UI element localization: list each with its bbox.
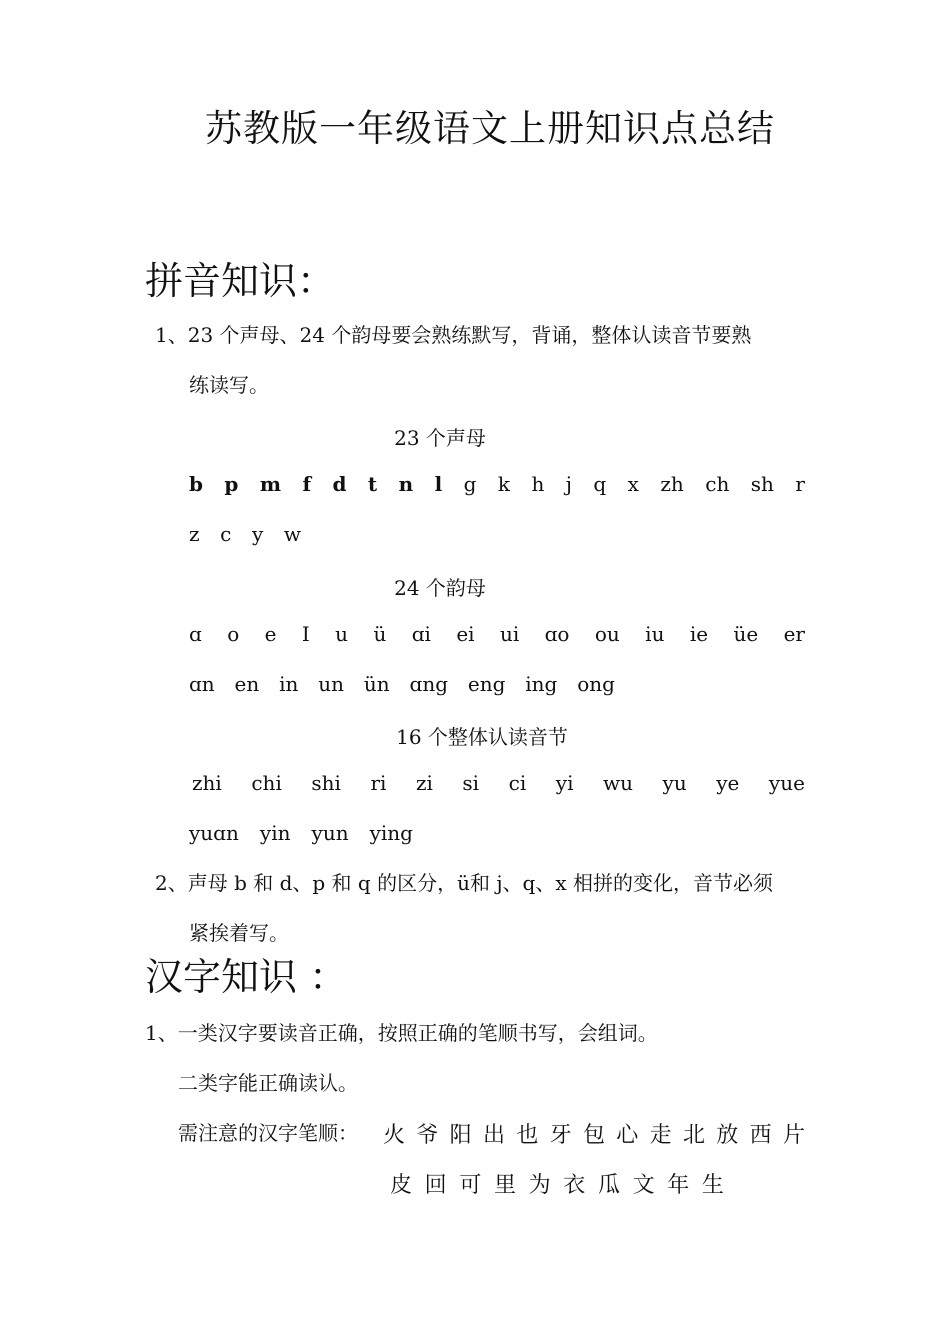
stroke-character: 可: [459, 1173, 482, 1198]
shengmu-letter: z: [189, 522, 200, 546]
shengmu-letter: y: [251, 522, 264, 546]
hanzi-item1: 1、一类汉字要读音正确，按照正确的笔顺书写，会组词。: [145, 1021, 658, 1045]
zhengti-syllable: yun: [311, 821, 349, 845]
stroke-character: 衣: [563, 1173, 586, 1198]
stroke-character: 片: [782, 1123, 805, 1148]
yunmu-letter: ün: [363, 672, 390, 696]
shengmu-letter: l: [434, 472, 443, 496]
yunmu-letter: en: [234, 672, 260, 696]
zhengti-row-2: [189, 821, 413, 845]
shengmu-letter: h: [531, 472, 545, 496]
stroke-character: 出: [482, 1123, 505, 1148]
stroke-character: 火: [383, 1123, 406, 1148]
shengmu-letter: k: [497, 472, 511, 496]
stroke-character: 回: [424, 1173, 447, 1198]
zhengti-syllable: zi: [415, 771, 433, 795]
yunmu-letter: I: [301, 622, 310, 646]
pinyin-heading: 拼音知识：: [145, 259, 336, 303]
shengmu-letter: q: [593, 472, 607, 496]
stroke-character: 生: [701, 1173, 724, 1198]
zhengti-syllable: yu: [662, 771, 687, 795]
stroke-character: 瓜: [597, 1173, 620, 1198]
yunmu-letter: ei: [456, 622, 475, 646]
stroke-character: 心: [616, 1123, 639, 1148]
stroke-character: 里: [493, 1173, 516, 1198]
shengmu-letter: p: [224, 472, 239, 496]
zhengti-row-1: [192, 771, 805, 795]
stroke-character: 爷: [416, 1123, 439, 1148]
pinyin-item1-line1: 1、23 个声母、24 个韵母要会熟练默写，背诵，整体认读音节要熟: [155, 323, 752, 347]
yunmu-letter: e: [264, 622, 277, 646]
shengmu-letter: b: [189, 472, 203, 496]
stroke-character: 西: [749, 1123, 772, 1148]
stroke-character: 阳: [449, 1123, 472, 1148]
zhengti-syllable: yuɑn: [189, 821, 239, 845]
yunmu-letter: iu: [645, 622, 665, 646]
zhengti-syllable: wu: [603, 771, 633, 795]
stroke-character: 包: [582, 1123, 605, 1148]
strokes-row-1: [383, 1118, 805, 1149]
hanzi-heading: 汉字知识 ：: [145, 955, 348, 999]
shengmu-letter: g: [463, 472, 477, 496]
zhengti-syllable: ri: [370, 771, 387, 795]
yunmu-title: 24 个韵母: [394, 576, 486, 600]
strokes-row-2: [390, 1168, 724, 1199]
shengmu-title: 23 个声母: [394, 426, 486, 450]
shengmu-letter: w: [283, 522, 301, 546]
shengmu-letter: ch: [705, 472, 730, 496]
yunmu-letter: ü: [373, 622, 387, 646]
yunmu-letter: ou: [594, 622, 620, 646]
shengmu-row-1: [189, 472, 805, 496]
zhengti-syllable: ci: [508, 771, 527, 795]
strokes-label: 需注意的汉字笔顺：: [178, 1121, 358, 1145]
stroke-character: 年: [667, 1173, 690, 1198]
stroke-character: 为: [528, 1173, 551, 1198]
yunmu-letter: üe: [733, 622, 759, 646]
zhengti-syllable: yin: [259, 821, 291, 845]
stroke-character: 放: [716, 1123, 739, 1148]
shengmu-letter: j: [565, 472, 572, 496]
yunmu-letter: in: [279, 672, 299, 696]
yunmu-letter: u: [335, 622, 349, 646]
yunmu-letter: ɑng: [409, 672, 449, 696]
zhengti-syllable: ying: [369, 821, 413, 845]
zhengti-syllable: chi: [251, 771, 282, 795]
yunmu-row-2: [189, 672, 615, 696]
yunmu-letter: un: [318, 672, 345, 696]
shengmu-letter: sh: [750, 472, 774, 496]
page-title: 苏教版一年级语文上册知识点总结: [205, 107, 775, 150]
shengmu-letter: c: [220, 522, 232, 546]
yunmu-row-1: [189, 622, 805, 646]
yunmu-letter: ɑn: [189, 672, 215, 696]
yunmu-letter: er: [783, 622, 805, 646]
yunmu-letter: ong: [577, 672, 615, 696]
yunmu-letter: ɑi: [411, 622, 431, 646]
stroke-character: 北: [682, 1123, 705, 1148]
stroke-character: 皮: [390, 1173, 413, 1198]
shengmu-letter: t: [367, 472, 378, 496]
yunmu-letter: ie: [689, 622, 709, 646]
zhengti-syllable: si: [462, 771, 480, 795]
pinyin-item2-line1: 2、声母 b 和 d、p 和 q 的区分，ü和 j、q、x 相拼的变化，音节必须: [155, 871, 773, 895]
shengmu-row-2: [189, 522, 301, 546]
pinyin-item1-line2: 练读写。: [189, 373, 269, 397]
zhengti-syllable: ye: [716, 771, 740, 795]
zhengti-syllable: zhi: [192, 771, 222, 795]
yunmu-letter: o: [227, 622, 240, 646]
shengmu-letter: r: [795, 472, 805, 496]
shengmu-letter: f: [302, 472, 312, 496]
yunmu-letter: ing: [525, 672, 558, 696]
zhengti-syllable: yi: [555, 771, 574, 795]
zhengti-syllable: shi: [311, 771, 341, 795]
shengmu-letter: d: [332, 472, 347, 496]
shengmu-letter: n: [398, 472, 414, 496]
hanzi-item2: 二类字能正确读认。: [178, 1071, 358, 1095]
stroke-character: 文: [632, 1173, 655, 1198]
yunmu-letter: ɑ: [189, 622, 202, 646]
pinyin-item2-line2: 紧挨着写。: [189, 921, 289, 945]
stroke-character: 也: [516, 1123, 539, 1148]
yunmu-letter: eng: [467, 672, 506, 696]
stroke-character: 走: [649, 1123, 672, 1148]
shengmu-letter: zh: [660, 472, 684, 496]
yunmu-letter: ui: [499, 622, 520, 646]
zhengti-syllable: yue: [768, 771, 805, 795]
yunmu-letter: ɑo: [544, 622, 570, 646]
shengmu-letter: x: [627, 472, 639, 496]
stroke-character: 牙: [549, 1123, 572, 1148]
zhengti-title: 16 个整体认读音节: [396, 725, 568, 749]
shengmu-letter: m: [259, 472, 282, 496]
